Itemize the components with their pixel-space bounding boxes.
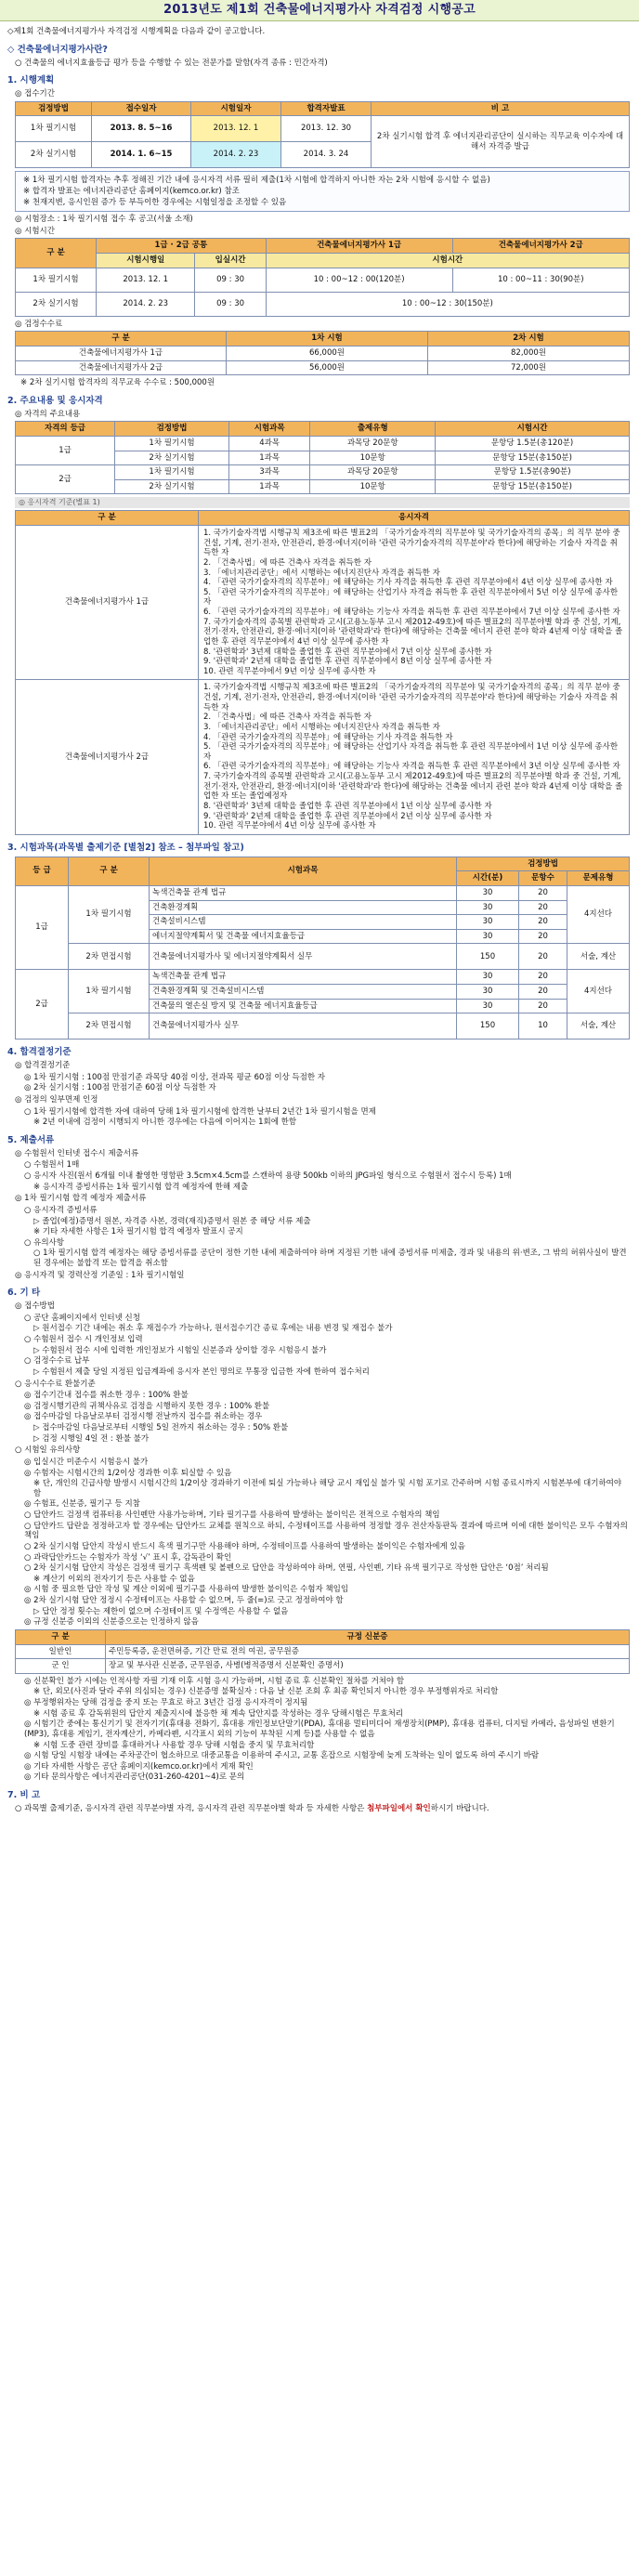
- elig-th-kind: 구 분: [16, 511, 199, 526]
- elig1-item: 4. 「관련 국가기술자격의 직무분야」에 해당하는 기사 자격을 취득한 후 관련 직무분야에서 4년 이상 실무에 종사한 자: [203, 578, 613, 588]
- s7-line-b: 하시기 바랍니다.: [430, 1803, 489, 1813]
- sub-g1-t1: 30: [457, 885, 519, 900]
- main-content-heading: ◎ 자격의 주요내용: [15, 409, 81, 419]
- page-title: 2013년도 제1회 건축물에너지평가사 자격검정 시행공고: [0, 0, 639, 21]
- s6-tail: ◎ 신분확인 불가 시에는 인적사항 자필 기재 이후 시험 응시 가능하며, 시험 종료 후 신분확인 절차를 거쳐야 함: [24, 1676, 405, 1686]
- elig1-item: 9. '관련학과' 2년제 대학을 졸업한 후 관련 직무분야에서 8년 이상 실무에 종사한 자: [203, 657, 492, 667]
- th-result: 합격자발표: [281, 101, 372, 116]
- s6-tail: ※ 시험 도중 관련 장비를 휴대하거나 사용할 경우 당해 시험을 중지 및 무효처리함: [33, 1740, 315, 1750]
- sub-grade-1: 1급: [16, 885, 69, 970]
- sub-g1-s2: 건축환경계획: [150, 900, 457, 915]
- section-6-heading: 6. 기 타: [7, 1288, 41, 1299]
- sub-th-kind: 구 분: [69, 856, 150, 885]
- s4-line: ◎ 검정의 일부면제 인정: [15, 1095, 98, 1105]
- sub-g2-n3: 20: [519, 999, 567, 1013]
- elig2-item: 2. 「건축사법」에 따른 건축사 자격을 취득한 자: [203, 713, 372, 723]
- time-row1-in: 09 : 30: [195, 268, 266, 292]
- sub-g1-pt: 150: [457, 944, 519, 970]
- mc-r4-q: 10문항: [310, 479, 436, 494]
- reg-row2-method: 2차 실기시험: [16, 142, 92, 168]
- time-row2-in: 09 : 30: [195, 292, 266, 316]
- s6-line: ○ 공단 홈페이지에서 인터넷 신청: [24, 1313, 140, 1323]
- elig1-item: 7. 국가기술자격의 종목별 관련학과 고시(고용노동부 고시 제2012-49호)에 따른 별표2의 직무분야별 학과 중 건설, 기계, 전기·전자, 안전관리, 환경·에너지(이하 '관련학과'라 한다)에 해당하는 건축물 에너지 관련 분야 학과 4년제 이상 대학을 졸업한 후 관련 직무분야에서 4년 이상 실무에 종사한 자: [203, 617, 623, 647]
- time-row2-date: 2014. 2. 23: [97, 292, 195, 316]
- mc-r4-s: 1과목: [229, 479, 310, 494]
- mc-r1-q: 과목당 20문항: [310, 436, 436, 451]
- sub-g2-s2: 건축환경계획 및 건축설비시스템: [150, 985, 457, 1000]
- sub-g1-practical: 2차 면접시험: [69, 944, 150, 970]
- fee-row1-b: 82,000원: [428, 346, 630, 360]
- mc-th-time: 시험시간: [436, 422, 630, 437]
- sub-th-grade: 등 급: [16, 856, 69, 885]
- sub-th-type: 문제유형: [567, 871, 630, 886]
- reg-note: 2차 실기시험 합격 후 에너지관리공단이 실시하는 직무교육 이수자에 대해서 자격증 발급: [372, 116, 630, 168]
- elig2-item: 9. '관련학과' 2년제 대학을 졸업한 후 관련 직무분야에서 2년 이상 실무에 종사한 자: [203, 811, 492, 821]
- time-row2-kind: 2차 실기시험: [16, 292, 97, 316]
- mc-r3-m: 1차 필기시험: [115, 465, 229, 480]
- mc-r3-t: 문항당 1.5분(총90분): [436, 465, 630, 480]
- mc-r3-q: 과목당 20문항: [310, 465, 436, 480]
- sub-g1-ps: 건축물에너지평가사 및 에너지절약계획서 실무: [150, 944, 457, 970]
- sub-g1-s1: 녹색건축물 관계 법규: [150, 885, 457, 900]
- fee-note: ※ 2차 실기시험 합격자의 직무교육 수수료 : 500,000원: [20, 378, 215, 388]
- s6-tail: ◎ 기타 자세한 사항은 공단 홈페이지(kemco.or.kr)에서 게재 확인: [24, 1761, 254, 1772]
- s6-line: ◎ 접수방법: [15, 1301, 55, 1312]
- s5-line: ※ 응시자격 증빙서류는 1차 필기시험 합격 예정자에 한해 제출: [33, 1182, 249, 1192]
- registration-table: [15, 101, 630, 169]
- s5-line: ○ 응시자 사진(원서 6개월 이내 촬영한 명함판 3.5cm×4.5cm를 스캔하여 용량 500kb 이하의 JPG파일 형식으로 수험원서 접수시 등록) 1매: [24, 1171, 512, 1181]
- intro-text: ◇제1회 건축물에너지평가사 자격검정 시행계획을 다음과 같이 공고합니다.: [7, 27, 266, 36]
- elig1-item: 8. '관련학과' 3년제 대학을 졸업한 후 관련 직무분야에서 7년 이상 실무에 종사한 자: [203, 647, 492, 657]
- id-r2-k: 군 인: [16, 1659, 106, 1674]
- mc-r1-m: 1차 필기시험: [115, 436, 229, 451]
- s6-line: ▷ 접수마감일 다음날로부터 시행일 5일 전까지 취소하는 경우 : 50% 환불: [33, 1423, 289, 1432]
- mc-grade-2: 2급: [16, 465, 115, 494]
- id-th-id: 규정 신분증: [106, 1629, 630, 1644]
- sub-g2-written: 1차 필기시험: [69, 970, 150, 1013]
- elig-list-1: [199, 526, 630, 680]
- s5-line: ▷ 졸업(예정)증명서 원본, 자격증 사본, 경력(재직)증명서 원본 중 해당 서류 제출: [33, 1216, 311, 1226]
- sub-g1-ptype: 서술, 계산: [567, 944, 630, 970]
- reg-note-2: ※ 합격자 발표는 에너지관리공단 홈페이지(kemco.or.kr) 참조: [23, 186, 240, 196]
- reg-row2-exam: 2014. 2. 23: [191, 142, 281, 168]
- fee-row1-kind: 건축물에너지평가사 1급: [16, 346, 227, 360]
- time-row1-t2: 10 : 00~11 : 30(90분): [452, 268, 630, 292]
- s5-line: ○ 수험원서 1매: [24, 1160, 80, 1170]
- s6-line: ○ 과락답안카드는 수험자가 작성 ‘√’ 표시 후, 감독관이 확인: [24, 1552, 232, 1563]
- time-th-g1: 건축물에너지평가사 1급: [266, 239, 452, 254]
- s6-line: ○ 검정수수료 납부: [24, 1356, 90, 1366]
- section-4-heading: 4. 합격결정기준: [7, 1047, 72, 1058]
- main-content-table: [15, 421, 630, 494]
- mc-r3-s: 3과목: [229, 465, 310, 480]
- s6-line: ◎ 수험표, 신분증, 필기구 등 지참: [24, 1499, 140, 1510]
- s6-tail: ◎ 시험기간 중에는 통신기기 및 전자기기(휴대용 전화기, 휴대용 개인정보단말기(PDA), 휴대용 멀티미디어 재생장치(PMP), 휴대용 컴퓨터, 디지털 카메라, 음성파일 변환기(MP3), 휴대용 게임기, 전자계산기, 카메라펜, 시각표시 외의 기능이 부착된 시계 등)를 사용할 수 없음: [24, 1720, 615, 1739]
- fee-row1-a: 66,000원: [227, 346, 428, 360]
- attachment-link[interactable]: 첨부파일에서 확인: [367, 1803, 431, 1813]
- elig-list-2: [199, 680, 630, 834]
- id-th-kind: 구 분: [16, 1629, 106, 1644]
- th-reg: 접수일자: [92, 101, 191, 116]
- reg-row1-reg: 2013. 8. 5~16: [92, 116, 191, 142]
- time-th-g2: 건축물에너지평가사 2급: [452, 239, 630, 254]
- sub-th-method: 검정방법: [457, 856, 630, 871]
- th-exam: 시험일자: [191, 101, 281, 116]
- sub-g2-t3: 30: [457, 999, 519, 1013]
- s6-line: ◎ 접수기간내 접수를 취소한 경우 : 100% 환불: [24, 1391, 189, 1401]
- s6-line: ◎ 규정 신분증 이외의 신분증으로는 인정하지 않음: [24, 1617, 199, 1628]
- s5-line: ○ 유의사항: [24, 1237, 64, 1248]
- sub-g2-n2: 20: [519, 985, 567, 1000]
- s6-line: ※ 계산기 이외의 전자기기 등은 사용할 수 없음: [33, 1574, 195, 1584]
- id-r1-k: 일반인: [16, 1644, 106, 1659]
- mc-th-type: 출제유형: [310, 422, 436, 437]
- mc-r1-t: 문항당 1.5분(총120분): [436, 436, 630, 451]
- time-th-in: 입실시간: [195, 254, 266, 268]
- s4-line: ◎ 2차 실기시험 : 100점 만점기준 60점 이상 득점한 자: [24, 1083, 216, 1093]
- s6-line: ◎ 시험 중 필요한 답안 작성 및 계산 이외에 필기구를 사용하여 발생한 불이익은 수험자 책임임: [24, 1585, 349, 1595]
- s7-line-a: ○ 과목별 출제기준, 응시자격 관련 직무분야별 자격, 응시자격 관련 직무분야별 학과 등 자세한 사항은: [15, 1803, 365, 1813]
- s6-line: ◎ 접수마감일 다음날로부터 검정시행 전날까지 접수를 취소하는 경우: [24, 1412, 263, 1422]
- mc-r4-t: 문항당 15분(총150분): [436, 479, 630, 494]
- mc-grade-1: 1급: [16, 436, 115, 464]
- exam-place: ◎ 시험장소 : 1차 필기시험 접수 후 공고(서울 소재): [15, 215, 193, 225]
- s6-line: ◎ 검정시행기관의 귀책사유로 검정을 시행하지 못한 경우 : 100% 환불: [24, 1401, 270, 1411]
- eligibility-table: [15, 510, 630, 834]
- s4-line: ※ 2년 이내에 검정이 시행되지 아니한 경우에는 다음에 이어지는 1회에 한함: [33, 1118, 297, 1128]
- time-heading: ◎ 시험시간: [15, 226, 55, 236]
- fee-th-kind: 구 분: [16, 332, 227, 347]
- s6-line: ▷ 검정 시행일 4일 전 : 환불 불가: [33, 1433, 150, 1444]
- s5-line: ○ 응시자격 증빙서류: [24, 1205, 98, 1215]
- s6-line: ▷ 답안 정정 횟수는 제한이 없으며 수정테이프 및 수정액은 사용할 수 없음: [33, 1606, 289, 1616]
- time-row2-t1: 10 : 00~12 : 30(150분): [266, 292, 629, 316]
- s6-line: ○ 수험원서 접수 시 개인정보 입력: [24, 1335, 143, 1344]
- th-note: 비 고: [372, 101, 630, 116]
- reg-heading: ◎ 접수기간: [15, 89, 55, 98]
- sub-g1-written: 1차 필기시험: [69, 885, 150, 944]
- fee-table: [15, 331, 630, 375]
- s6-tail: ※ 단, 외모(사진과 달라 주위 의심되는 경우) 신분증명 불확실자 : 다음 날 신분 조회 후 최종 확인되지 아니한 경우 부정행위자로 처리함: [33, 1687, 499, 1697]
- time-table: [15, 238, 630, 316]
- time-th-kind: 구 분: [16, 239, 97, 268]
- reg-row2-result: 2014. 3. 24: [281, 142, 372, 168]
- elig1-item: 3. 「에너지관리공단」에서 시행하는 에너지진단사 자격을 취득한 자: [203, 568, 440, 578]
- elig2-item: 1. 국가기술자격법 시행규칙 제3조에 따른 별표2의 「국가기술자격의 직무분야 및 국가기술자격의 종목」의 직무 분야 중 건설, 기계, 전기·전자, 안전관리, 환경·에너지(이하 '관련 국가기술자격의 직무분야'라 한다)에 해당하는 기술사 자격을 취득한 자: [203, 683, 620, 713]
- sub-g1-pn: 20: [519, 944, 567, 970]
- sub-g2-pt: 150: [457, 1013, 519, 1040]
- s6-line: ▷ 수험원서 제출 당일 지정된 입금계좌에 응시자 본인 명의로 무통장 입금한 자에 한하여 접수처리: [33, 1366, 370, 1377]
- s4-line: ○ 1차 필기시험에 합격한 자에 대하여 당해 1차 필기시험에 합격한 날부터 2년간 1차 필기시험을 면제: [24, 1106, 376, 1117]
- sub-g1-n4: 20: [519, 929, 567, 944]
- s6-line: ○ 답안카드 검정색 컴퓨터용 사인펜만 사용가능하며, 기타 필기구를 사용하여 발생하는 불이익은 전적으로 수험자의 책임: [24, 1510, 440, 1520]
- s6-line: ◎ 입실시간 미준수시 시험응시 불가: [24, 1457, 149, 1467]
- sub-th-time: 시간(분): [457, 871, 519, 886]
- time-row1-kind: 1차 필기시험: [16, 268, 97, 292]
- mc-r2-t: 문항당 15분(총150분): [436, 451, 630, 465]
- sub-g2-t2: 30: [457, 985, 519, 1000]
- mc-r2-s: 1과목: [229, 451, 310, 465]
- sub-g1-n2: 20: [519, 900, 567, 915]
- fee-th-second: 2차 시험: [428, 332, 630, 347]
- section-5-heading: 5. 제출서류: [7, 1134, 55, 1145]
- fee-heading: ◎ 검정수수료: [15, 319, 63, 329]
- s5-line: ◎ 수험원서 인터넷 접수시 제출서류: [15, 1148, 139, 1158]
- section-7-heading: 7. 비 고: [7, 1790, 41, 1800]
- s6-line: ※ 단, 개인의 긴급사항 발생시 시험시간의 1/2이상 경과하기 이전에 퇴실 가능하나 해당 교시 재입실 불가 및 시험 포기로 간주하며 시험 종료시까지 시험본부에 대기하여야 함: [33, 1479, 622, 1498]
- elig2-item: 5. 「관련 국가기술자격의 직무분야」에 해당하는 산업기사 자격을 취득한 후 관련 직무분야에서 1년 이상 실무에 종사한 자: [203, 742, 619, 762]
- time-th-common: 1급 · 2급 공통: [97, 239, 267, 254]
- s6-line: ○ 2차 실기시험 답안지 작성은 검정색 필기구 흑색펜 및 볼펜으로 답안을 작성하여야 하며, 연필, 사인펜, 기타 유색 필기구로 작성한 답안은 ‘0점’ 처리됨: [24, 1563, 549, 1574]
- sub-g1-n3: 20: [519, 915, 567, 930]
- q1-heading: ◇ 건축물에너지평가사란?: [7, 44, 108, 55]
- sub-th-qcount: 문항수: [519, 871, 567, 886]
- sub-g1-t4: 30: [457, 929, 519, 944]
- id-r2-v: 장교 및 부사관 신분증, 군무원증, 사병(병적증명서 신분확인 증명서): [106, 1659, 630, 1674]
- mc-th-subject: 시험과목: [229, 422, 310, 437]
- reg-row1-result: 2013. 12. 30: [281, 116, 372, 142]
- sub-g1-t3: 30: [457, 915, 519, 930]
- time-row1-date: 2013. 12. 1: [97, 268, 195, 292]
- reg-note-1: ※ 1차 필기시험 합격자는 추후 정해진 기간 내에 응시자격 서류 필히 제출(1차 시험에 합격하지 아니한 자는 2차 시험에 응시할 수 없음): [23, 176, 490, 186]
- sub-g2-pn: 10: [519, 1013, 567, 1040]
- section-2-heading: 2. 주요내용 및 응시자격: [7, 395, 103, 406]
- sub-g2-ps: 건축물에너지평가사 실무: [150, 1013, 457, 1040]
- mc-r4-m: 2차 실기시험: [115, 479, 229, 494]
- fee-th-first: 1차 시험: [227, 332, 428, 347]
- elig1-item: 10. 관련 직무분야에서 9년 이상 실무에 종사한 자: [203, 666, 376, 676]
- sub-g2-s1: 녹색건축물 관계 법규: [150, 970, 457, 985]
- s5-line: ◎ 응시자격 및 경력산정 기준일 : 1차 필기시험일: [15, 1270, 185, 1280]
- s6-line: ▷ 수험원서 접수 시에 입력한 개인정보가 시험일 신분증과 상이할 경우 시험응시 불가: [33, 1345, 327, 1355]
- reg-row1-exam: 2013. 12. 1: [191, 116, 281, 142]
- sub-g1-s3: 건축설비시스템: [150, 915, 457, 930]
- s6-line: ○ 시험일 유의사항: [15, 1445, 81, 1456]
- sub-g1-type: 4지선다: [567, 885, 630, 944]
- s4-line: ◎ 합격결정기준: [15, 1061, 71, 1071]
- elig-th-req: 응시자격: [199, 511, 630, 526]
- s6-line: ○ 답안카드 답란을 정정하고자 할 경우에는 답안카드 교체를 원칙으로 하되, 수정테이프를 사용하여 정정할 경우 전산자동판독 결과에 따르며 이에 대한 불이익은 모두 수험자의 책임: [24, 1521, 628, 1541]
- mc-r2-q: 10문항: [310, 451, 436, 465]
- elig2-item: 3. 「에너지관리공단」에서 시행하는 에너지진단사 자격을 취득한 자: [203, 722, 440, 732]
- s4-line: ◎ 1차 필기시험 : 100점 만점기준 과목당 40점 이상, 전과목 평균 60점 이상 득점한 자: [24, 1072, 325, 1082]
- elig1-item: 1. 국가기술자격법 시행규칙 제3조에 따른 별표2의 「국가기술자격의 직무분야 및 국가기술자격의 종목」의 직무 분야 중 건설, 기계, 전기·전자, 안전관리, 환경·에너지(이하 '관련 국가기술자격의 직무분야'라 한다)에 해당하는 기술사 자격을 취득한 자: [203, 529, 620, 558]
- elig1-item: 6. 「관련 국가기술자격의 직무분야」에 해당하는 기능사 자격을 취득한 후 관련 직무분야에서 7년 이상 실무에 종사한 자: [203, 608, 620, 617]
- s6-tail: ※ 시험 종료 후 감독위원의 답안지 제출지시에 불응한 채 계속 답안지를 작성하는 경우 당해시험은 무효처리: [33, 1708, 404, 1719]
- s5-line: ※ 기타 자세한 사항은 1차 필기시험 합격 예정자 발표시 공지: [33, 1227, 243, 1237]
- elig2-item: 6. 「관련 국가기술자격의 직무분야」에 해당하는 기능사 자격을 취득한 후 관련 직무분야에서 3년 이상 실무에 종사한 자: [203, 762, 620, 772]
- s6-tail: ◎ 기타 문의사항은 에너지관리공단(031-260-4201~4)로 문의: [24, 1772, 245, 1783]
- sub-g2-type: 4지선다: [567, 970, 630, 1013]
- reg-row1-method: 1차 필기시험: [16, 116, 92, 142]
- sub-g1-t2: 30: [457, 900, 519, 915]
- s6-line: ▷ 원서접수 기간 내에는 취소 후 재접수가 가능하나, 원서접수기간 종료 후에는 내용 변경 및 재접수 불가: [33, 1324, 393, 1334]
- elig2-item: 10. 관련 직무분야에서 4년 이상 실무에 종사한 자: [203, 821, 376, 831]
- s5-line: ◎ 1차 필기시험 합격 예정자 제출서류: [15, 1194, 147, 1204]
- elig-label-1: 건축물에너지평가사 1급: [16, 526, 199, 680]
- time-th-duration: 시험시간: [266, 254, 629, 268]
- s6-tail: ◎ 부정행위자는 당해 검정을 중지 또는 무효로 하고 3년간 검정 응시자격이 정지됨: [24, 1698, 308, 1707]
- elig2-item: 4. 「관련 국가기술자격의 직무분야」에 해당하는 기사 자격을 취득한 자: [203, 732, 453, 742]
- mc-r1-s: 4과목: [229, 436, 310, 451]
- subjects-table: [15, 856, 630, 1040]
- s6-line: ◎ 2차 실기시험 답안 정정시 수정테이프는 사용할 수 없으며, 두 줄(=)로 긋고 정정하여야 함: [24, 1596, 344, 1605]
- elig2-item: 8. '관련학과' 3년제 대학을 졸업한 후 관련 직무분야에서 1년 이상 실무에 종사한 자: [203, 801, 492, 811]
- sub-g1-n1: 20: [519, 885, 567, 900]
- th-method: 검정방법: [16, 101, 92, 116]
- section-3-heading: 3. 시험과목(과목별 출제기준 [별첨2] 참조 – 첨부파일 참고): [7, 842, 244, 853]
- sub-g2-t1: 30: [457, 970, 519, 985]
- reg-note-3: ※ 천재지변, 응시인원 증가 등 부득이한 경우에는 시험일정을 조정할 수 있음: [23, 197, 287, 207]
- sub-g2-practical: 2차 면접시험: [69, 1013, 150, 1040]
- id-table: [15, 1629, 630, 1674]
- q1-body: ○ 건축물의 에너지효율등급 평가 등을 수행할 수 있는 전문가를 말함(자격 종류 : 민간자격): [15, 58, 328, 68]
- mc-th-grade: 자격의 등급: [16, 422, 115, 437]
- mc-r2-m: 2차 실기시험: [115, 451, 229, 465]
- s6-line: ○ 응시수수료 환불기준: [15, 1379, 96, 1389]
- reg-row2-reg: 2014. 1. 6~15: [92, 142, 191, 168]
- id-r1-v: 주민등록증, 운전면허증, 기간 만료 전의 여권, 공무원증: [106, 1644, 630, 1659]
- fee-row2-b: 72,000원: [428, 360, 630, 375]
- fee-row2-kind: 건축물에너지평가사 2급: [16, 360, 227, 375]
- elig-label-2: 건축물에너지평가사 2급: [16, 680, 199, 834]
- section-1-heading: 1. 시행계획: [7, 75, 55, 86]
- fee-row2-a: 56,000원: [227, 360, 428, 375]
- elig2-item: 7. 국가기술자격의 종목별 관련학과 고시(고용노동부 고시 제2012-49호)에 따른 별표2의 직무분야별 학과 중 건설, 기계, 전기·전자, 안전관리, 환경·에너지(이하 '관련학과'라 한다)에 해당하는 건축물 에너지 관련 분야 학과 4년제 이상 대학을 졸업한 자 또는 졸업예정자: [203, 772, 623, 802]
- sub-g2-ptype: 서술, 계산: [567, 1013, 630, 1040]
- time-th-date: 시험시행일: [97, 254, 195, 268]
- sub-g2-s3: 건축물의 열손실 방지 및 건축물 에너지효율등급: [150, 999, 457, 1013]
- reg-notes-box: [15, 171, 630, 212]
- s7-line: [15, 1804, 630, 1814]
- s5-line: ○ 1차 필기시험 합격 예정자는 해당 증빙서류를 공단이 정한 기한 내에 제출하여야 하며 지정된 기한 내에 증빙서류 미제출, 경과 및 내용의 위·변조, 그 밖의 허위사실이 발견된 경우에는 불합격 또는 합격을 취소함: [33, 1249, 627, 1268]
- elig1-item: 2. 「건축사법」에 따른 건축사 자격을 취득한 자: [203, 557, 372, 568]
- mc-th-method: 검정방법: [115, 422, 229, 437]
- sub-th-subject: 시험과목: [150, 856, 457, 885]
- sub-g2-n1: 20: [519, 970, 567, 985]
- time-row1-t1: 10 : 00~12 : 00(120분): [266, 268, 452, 292]
- sub-grade-2: 2급: [16, 970, 69, 1040]
- s6-tail: ◎ 시험 당일 시험장 내에는 주차공간이 협소하므로 대중교통을 이용하여 주시고, 교통 혼잡으로 시험장에 늦게 도착하는 일이 없도록 하여 주시기 바람: [24, 1751, 540, 1761]
- eligibility-band: ◎ 응시자격 기준(별표 1): [15, 497, 630, 508]
- elig1-item: 5. 「관련 국가기술자격의 직무분야」에 해당하는 산업기사 자격을 취득한 후 관련 직무분야에서 5년 이상 실무에 종사한 자: [203, 587, 619, 608]
- sub-g1-s4: 에너지절약계획서 및 건축물 에너지효율등급: [150, 929, 457, 944]
- s6-line: ○ 2차 실기시험 답안지 작성시 반드시 흑색 필기구만 사용해야 하며, 수정테이프를 사용하여 발생하는 불이익은 수험자에게 있음: [24, 1541, 465, 1551]
- s6-line: ◎ 수험자는 시험시간의 1/2이상 경과한 이후 퇴실할 수 있음: [24, 1468, 232, 1478]
